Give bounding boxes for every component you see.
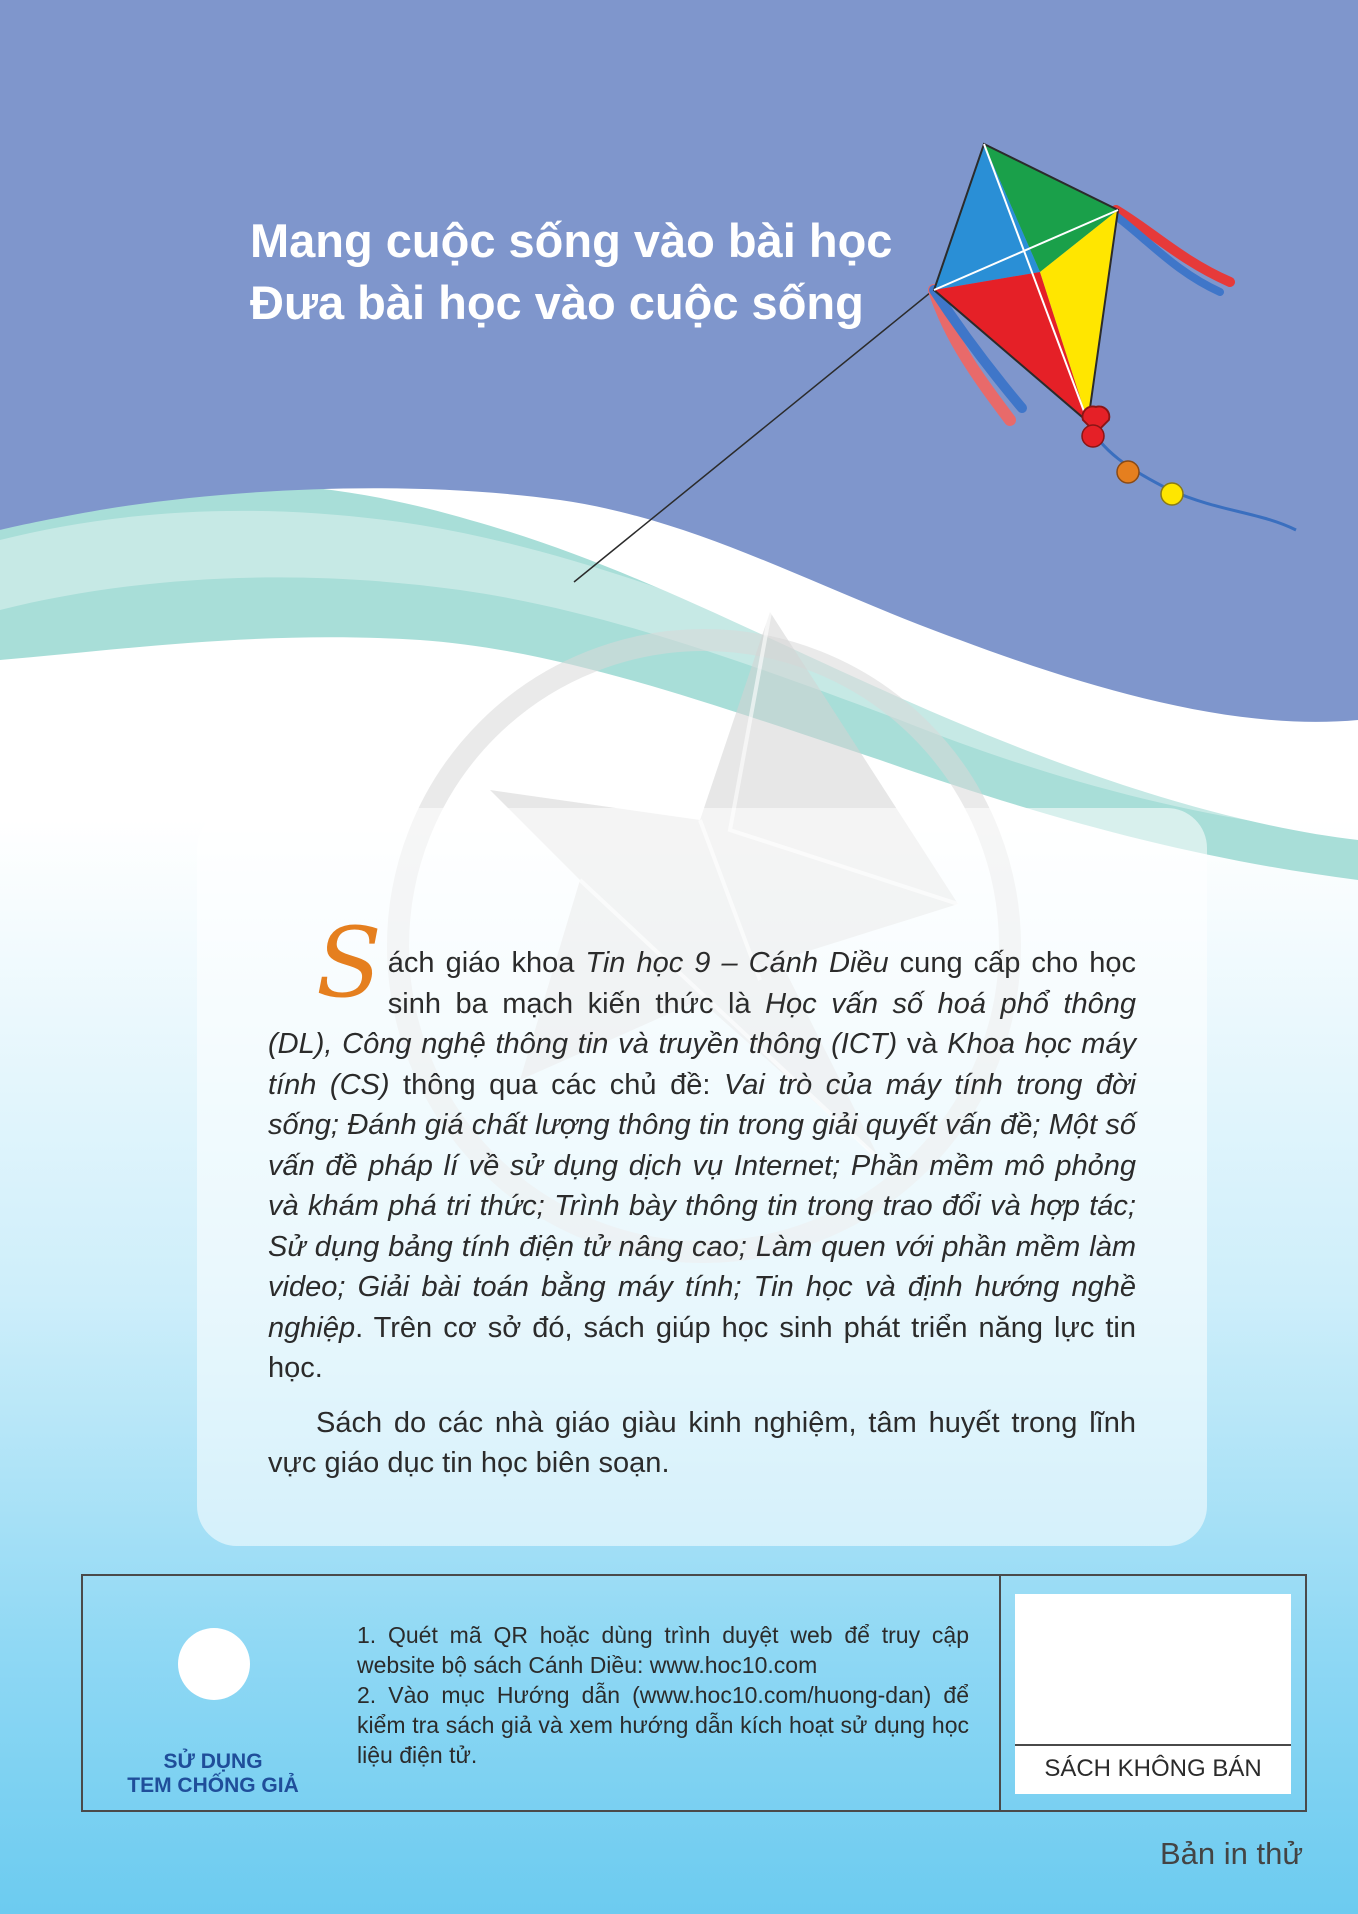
- anti-counterfeit-label: [103, 1750, 323, 1798]
- description-paragraph-2-text: Sách do các nhà giáo giàu kinh nghiệm, tâm huyết trong lĩnh vực giáo dục tin học biên soạn.: [268, 1406, 1136, 1479]
- description-paragraph-2: [268, 1403, 1136, 1484]
- not-for-sale-panel: [1015, 1594, 1291, 1794]
- text-run: ách giáo khoa: [387, 947, 586, 979]
- not-for-sale-divider: [1015, 1744, 1291, 1746]
- print-proof-note: Bản in thử: [1160, 1836, 1304, 1871]
- slogan-line-1: Mang cuộc sống vào bài học: [250, 214, 893, 267]
- book-description: [268, 907, 1136, 1484]
- box-divider: [999, 1576, 1001, 1810]
- anti-counterfeit-instructions: [357, 1620, 969, 1770]
- anti-counterfeit-label-line-1: SỬ DỤNG: [163, 1750, 263, 1773]
- italic-phrase: Tin học 9 – Cánh Diều: [585, 947, 889, 979]
- italic-phrase: Học vấn số hoá phổ thông (DL), Công nghệ thông tin và truyền thông (ICT): [268, 987, 1136, 1060]
- description-paragraph-1-text: [268, 947, 1136, 1384]
- slogan-line-2: Đưa bài học vào cuộc sống: [250, 276, 864, 329]
- slogan: [250, 210, 892, 334]
- drop-cap: S: [316, 907, 382, 1019]
- instruction-step-1: 1. Quét mã QR hoặc dùng trình duyệt web để truy cập website bộ sách Cánh Diều: www.hoc10.com: [357, 1622, 969, 1678]
- text-run: . Trên cơ sở đó, sách giúp học sinh phát triển năng lực tin học.: [268, 1311, 1136, 1384]
- italic-phrase: Vai trò của máy tính trong đời sống; Đánh giá chất lượng thông tin trong giải quyết vấn đề; Một số vấn đề pháp lí về sử dụng dịch vụ Internet; Phần mềm mô phỏng và khám phá tri thức; Trình bày thông tin trong trao đổi và hợp tác; Sử dụng bảng tính điện tử nâng cao; Làm quen với phần mềm làm video; Giải bài toán bằng máy tính; Tin học và định hướng nghề nghiệp: [268, 1068, 1136, 1344]
- anti-counterfeit-stamp-placeholder: [178, 1628, 250, 1700]
- anti-counterfeit-box: [81, 1574, 1307, 1812]
- text-run: và: [897, 1028, 948, 1060]
- text-run: thông qua các chủ đề:: [389, 1068, 724, 1101]
- description-paragraph-1: [268, 907, 1136, 1389]
- italic-phrase: Khoa học máy tính (CS): [268, 1028, 1136, 1101]
- anti-counterfeit-label-line-2: TEM CHỐNG GIẢ: [127, 1774, 299, 1797]
- text-run: cung cấp cho học sinh ba mạch kiến thức là: [387, 947, 1136, 1020]
- instruction-step-2: 2. Vào mục Hướng dẫn (www.hoc10.com/huong-dan) để kiểm tra sách giả và xem hướng dẫn kích hoạt sử dụng học liệu điện tử.: [357, 1682, 969, 1768]
- not-for-sale-label: SÁCH KHÔNG BÁN: [1044, 1755, 1262, 1782]
